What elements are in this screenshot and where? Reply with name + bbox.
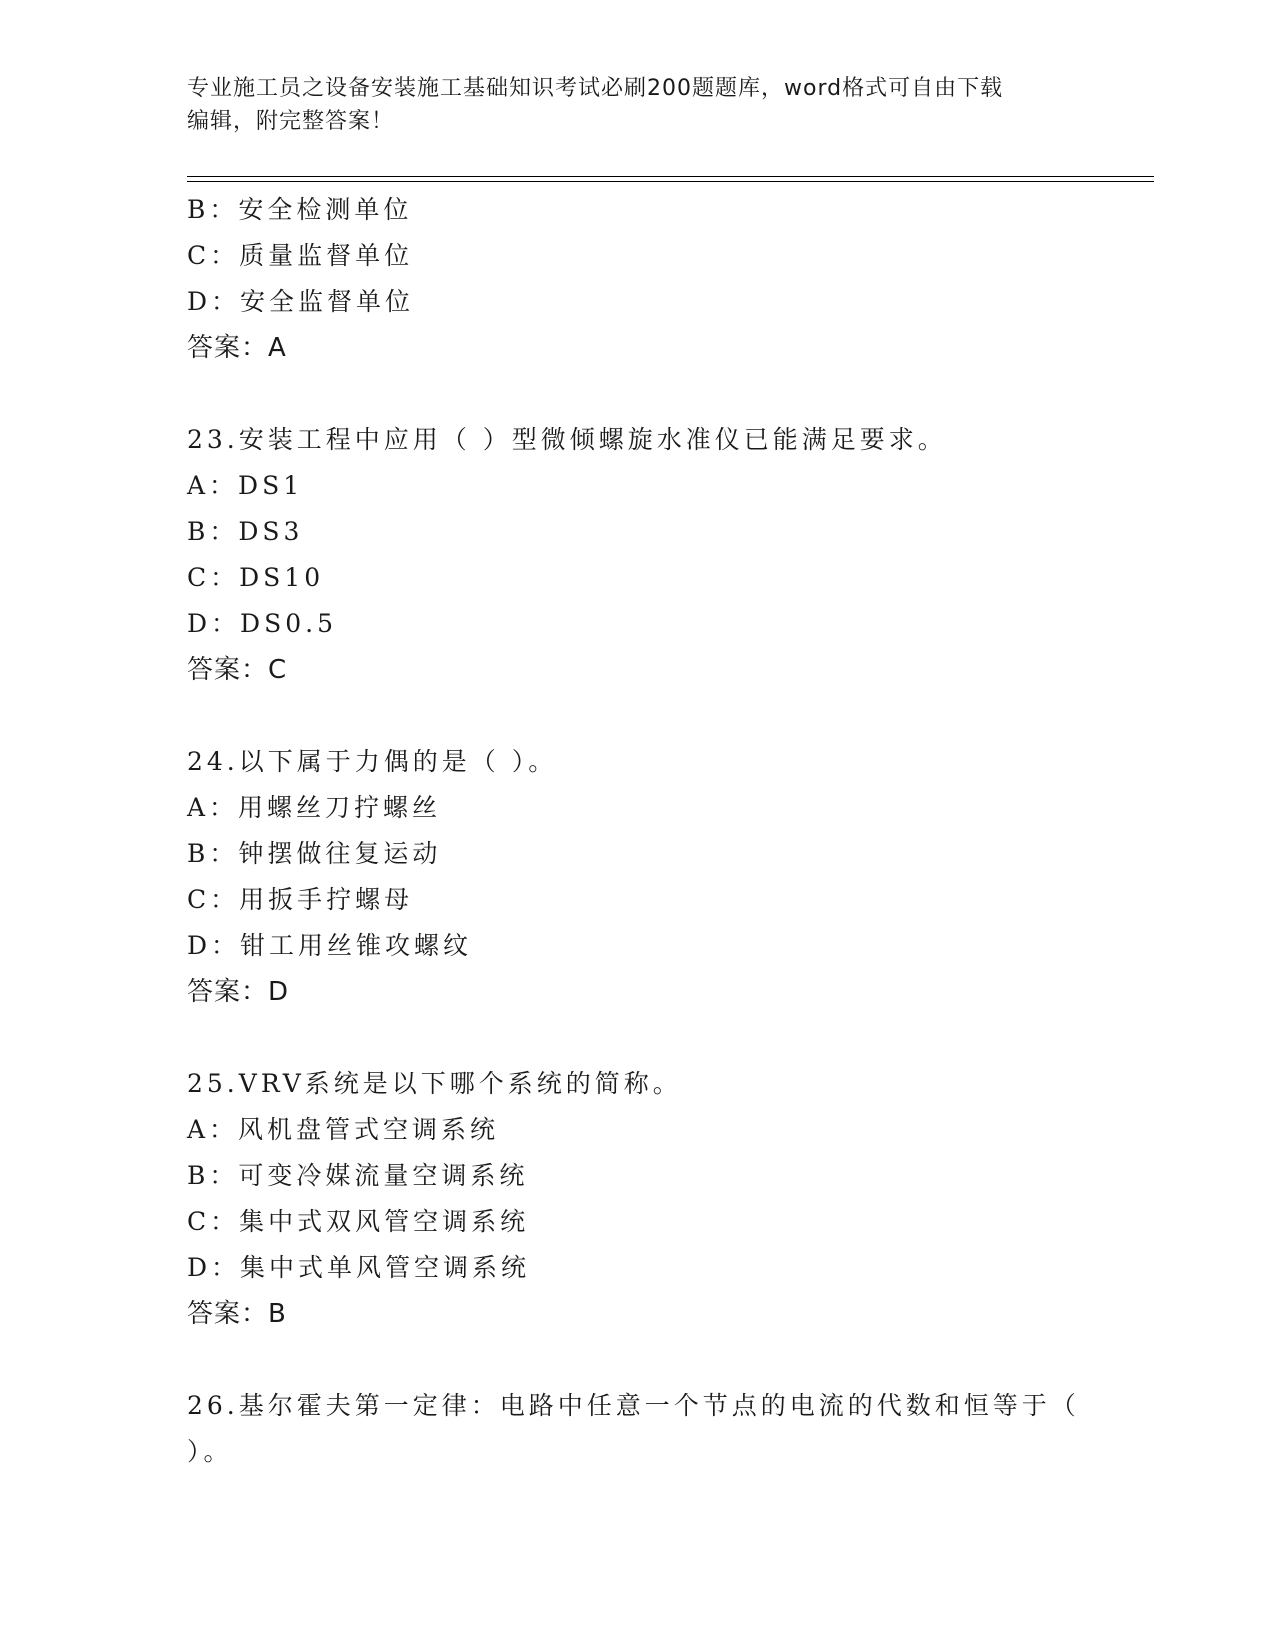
option-a: A：风机盘管式空调系统: [187, 1115, 500, 1144]
option-d: D：安全监督单位: [187, 287, 415, 316]
option-a: A：用螺丝刀拧螺丝: [187, 793, 442, 822]
option-c: C：DS10: [187, 563, 325, 592]
question-stem-line-2: ）。: [187, 1437, 233, 1466]
spacer: [187, 371, 1147, 417]
option-a: A：DS1: [187, 471, 304, 500]
question-block-25: [187, 1061, 1147, 1337]
header-line-2: 编辑，附完整答案！: [187, 109, 395, 134]
question-block-24: [187, 739, 1147, 1015]
option-d: D：DS0.5: [187, 609, 337, 638]
question-list: [187, 187, 1147, 1475]
option-b: B：可变冷媒流量空调系统: [187, 1161, 529, 1190]
option-c: C：集中式双风管空调系统: [187, 1207, 530, 1236]
option-b: B：安全检测单位: [187, 195, 413, 224]
question-block-26: [187, 1383, 1147, 1475]
header-line-1: 专业施工员之设备安装施工基础知识考试必刷200题题库，word格式可自由下载: [187, 76, 1004, 101]
option-d: D：钳工用丝锥攻螺纹: [187, 931, 473, 960]
answer-label: 答案：A: [187, 333, 287, 363]
option-b: B：DS3: [187, 517, 304, 546]
spacer: [187, 693, 1147, 739]
header-divider-bottom: [187, 181, 1154, 182]
option-c: C：用扳手拧螺母: [187, 885, 414, 914]
option-d: D：集中式单风管空调系统: [187, 1253, 531, 1282]
question-block-22: [187, 187, 1147, 371]
question-stem: 25.VRV系统是以下哪个系统的简称。: [187, 1069, 682, 1098]
document-header: [187, 72, 1087, 138]
header-divider-top: [187, 176, 1154, 177]
answer-label: 答案：D: [187, 977, 290, 1007]
spacer: [187, 1015, 1147, 1061]
question-block-23: [187, 417, 1147, 693]
option-c: C：质量监督单位: [187, 241, 414, 270]
answer-label: 答案：C: [187, 655, 288, 685]
question-stem: 23.安装工程中应用（ ）型微倾螺旋水准仪已能满足要求。: [187, 425, 947, 454]
option-b: B：钟摆做往复运动: [187, 839, 442, 868]
spacer: [187, 1337, 1147, 1383]
answer-label: 答案：B: [187, 1299, 287, 1329]
question-stem: 24.以下属于力偶的是（ ）。: [187, 747, 558, 776]
question-stem-line-1: 26.基尔霍夫第一定律：电路中任意一个节点的电流的代数和恒等于（: [187, 1391, 1080, 1420]
